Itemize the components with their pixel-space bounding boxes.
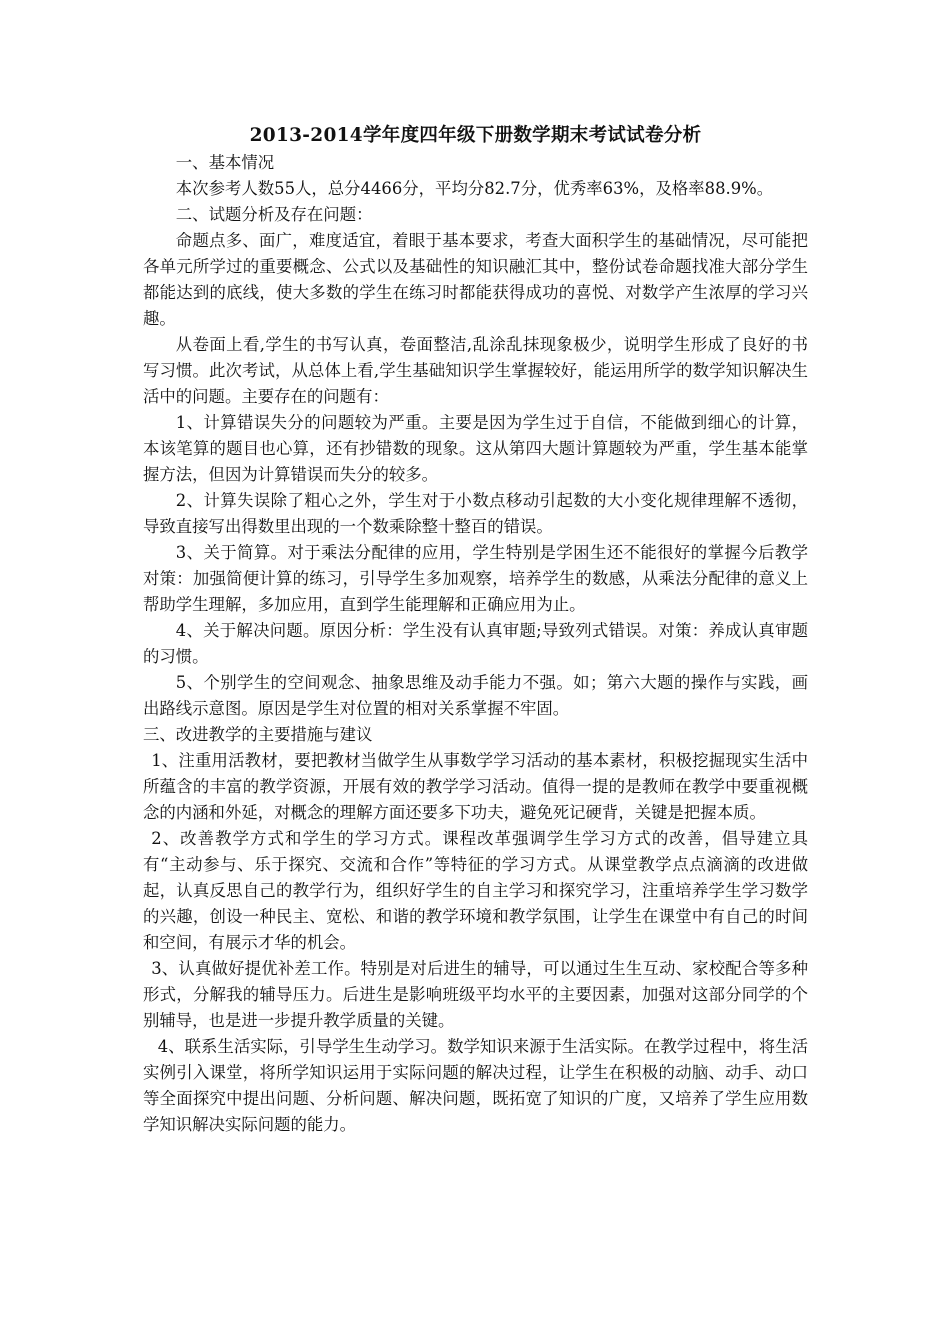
section-heading-basic: 一、基本情况 <box>175 153 275 172</box>
section-heading-analysis: 二、试题分析及存在问题： <box>175 205 373 224</box>
paragraph-overview: 从卷面上看,学生的书写认真，卷面整洁,乱涂乱抹现象极少，说明学生形成了良好的书写习惯。此次考试，从总体上看,学生基础知识学生掌握较好，能运用所学的数学知识解决生活中的问题。主要存在的问题有： <box>143 335 808 406</box>
section-heading-measures: 三、改进教学的主要措施与建议 <box>143 725 373 744</box>
measure-item-1: 1、注重用活教材，要把教材当做学生从事数学学习活动的基本素材，积极挖掘现实生活中所蕴含的丰富的教学资源，开展有效的教学学习活动。值得一提的是教师在教学中要重视概念的内涵和外延，对概念的理解方面还要多下功夫，避免死记硬背，关键是把握本质。 <box>143 751 808 822</box>
problem-item-5: 5、个别学生的空间观念、抽象思维及动手能力不强。如；第六大题的操作与实践，画出路线示意图。原因是学生对位置的相对关系掌握不牢固。 <box>143 673 808 718</box>
measure-item-4: 4、联系生活实际，引导学生生动学习。数学知识来源于生活实际。在教学过程中，将生活实例引入课堂，将所学知识运用于实际问题的解决过程，让学生在积极的动脑、动手、动口等全面探究中提出问题、分析问题、解决问题，既拓宽了知识的广度，又培养了学生应用数学知识解决实际问题的能力。 <box>143 1037 808 1134</box>
measure-item-3: 3、认真做好提优补差工作。特别是对后进生的辅导，可以通过生生互动、家校配合等多种形式，分解我的辅导压力。后进生是影响班级平均水平的主要因素，加强对这部分同学的个别辅导，也是进一步提升教学质量的关键。 <box>143 959 808 1030</box>
problem-item-4: 4、关于解决问题。原因分析：学生没有认真审题;导致列式错误。对策：养成认真审题的习惯。 <box>143 621 808 666</box>
problem-item-3: 3、关于简算。对于乘法分配律的应用，学生特别是学困生还不能很好的掌握今后教学对策：加强简便计算的练习，引导学生多加观察，培养学生的数感，从乘法分配律的意义上帮助学生理解，多加应用，直到学生能理解和正确应用为止。 <box>143 543 808 614</box>
problem-item-1: 1、计算错误失分的问题较为严重。主要是因为学生过于自信，不能做到细心的计算，本该笔算的题目也心算，还有抄错数的现象。这从第四大题计算题较为严重，学生基本能掌握方法，但因为计算错误而失分的较多。 <box>143 413 808 484</box>
problem-item-2: 2、计算失误除了粗心之外，学生对于小数点移动引起数的大小变化规律理解不透彻，导致直接写出得数里出现的一个数乘除整十整百的错误。 <box>143 491 808 536</box>
document-page <box>143 122 808 1138</box>
paragraph-stats: 本次参考人数55人，总分4466分，平均分82.7分，优秀率63%，及格率88.9%。 <box>175 179 774 198</box>
paragraph-exam-design: 命题点多、面广，难度适宜，着眼于基本要求，考查大面积学生的基础情况，尽可能把各单元所学过的重要概念、公式以及基础性的知识融汇其中，整份试卷命题找准大部分学生都能达到的底线，使大多数的学生在练习时都能获得成功的喜悦、对数学产生浓厚的学习兴趣。 <box>143 231 808 328</box>
measure-item-2: 2、改善教学方式和学生的学习方式。课程改革强调学生学习方式的改善，倡导建立具有“主动参与、乐于探究、交流和合作”等特征的学习方式。从课堂教学点点滴滴的改进做起，认真反思自己的教学行为，组织好学生的自主学习和探究学习，注重培养学生学习数学的兴趣，创设一种民主、宽松、和谐的教学环境和教学氛围，让学生在课堂中有自己的时间和空间，有展示才华的机会。 <box>143 829 808 952</box>
document-title: 2013-2014学年度四年级下册数学期末考试试卷分析 <box>249 125 702 146</box>
